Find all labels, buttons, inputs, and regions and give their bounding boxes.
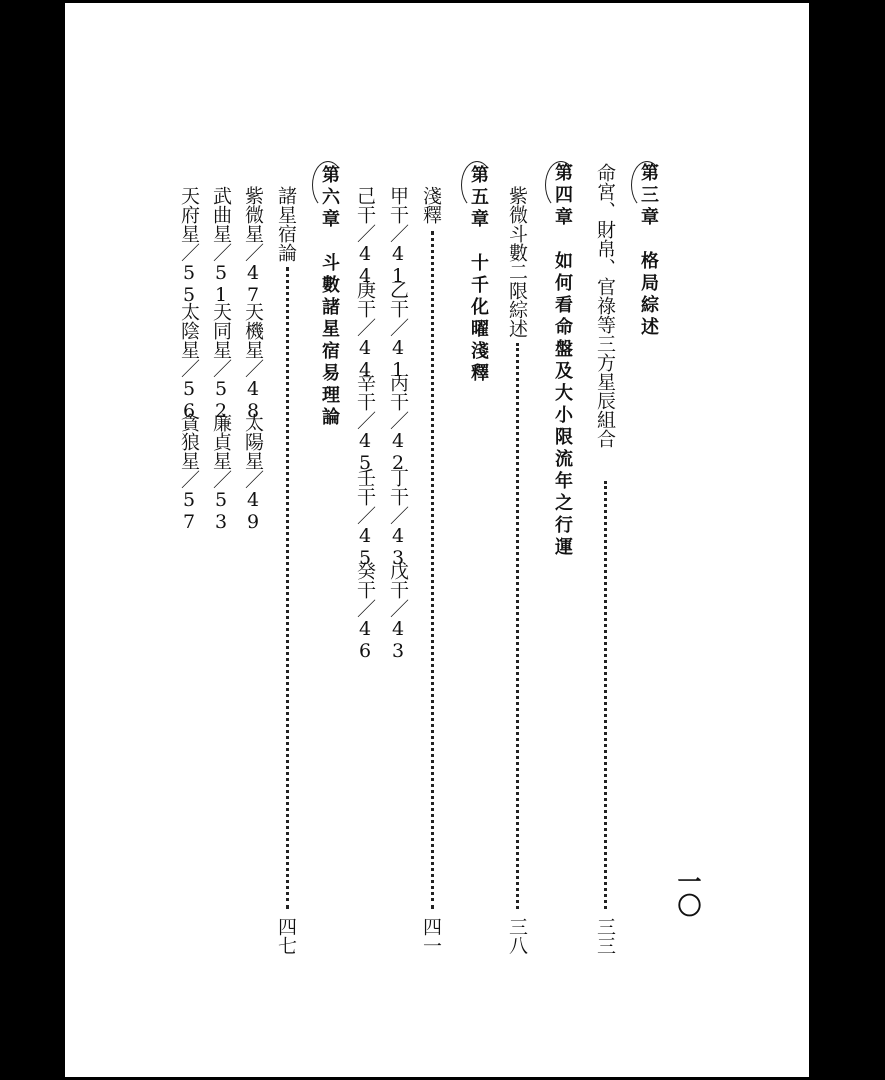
toc-page <box>65 3 809 1077</box>
star-lianzhen: 廉貞星／53 <box>210 413 232 533</box>
star-tanlang: 貪狼星／57 <box>178 413 200 533</box>
chapter-5-heading: 第五章 十千化曜淺釋 <box>468 165 489 385</box>
stem-yi: 乙干／41 <box>387 280 409 381</box>
star-tiantong: 天同星／52 <box>210 302 232 422</box>
chapter-4-entry: 紫微斗數二限綜述 <box>506 186 528 338</box>
star-tianfu: 天府星／55 <box>178 186 200 306</box>
stem-jia: 甲干／41 <box>387 186 409 287</box>
folio-number: 一〇 <box>673 869 702 917</box>
stem-xin: 辛干／45 <box>354 373 376 474</box>
chapter-3-page: 三三 <box>594 917 616 955</box>
stem-geng: 庚干／44 <box>354 280 376 381</box>
stem-ren: 壬干／45 <box>354 468 376 569</box>
chapter-4-page: 三八 <box>506 917 528 955</box>
chapter-3-entry: 命宮、財帛、官祿等三方星辰組合 <box>594 163 616 448</box>
stem-ji: 己干／44 <box>354 186 376 287</box>
chapter-3-heading: 第三章 格局綜述 <box>638 163 659 339</box>
star-tianji: 天機星／48 <box>242 302 264 422</box>
chapter-6-leader-dots <box>286 267 289 909</box>
chapter-5-leader-dots <box>431 231 434 909</box>
chapter-6-page: 四七 <box>275 917 297 955</box>
stem-wu: 戊干／43 <box>387 561 409 662</box>
chapter-6-entry: 諸星宿論 <box>275 186 297 262</box>
chapter-5-entry: 淺釋 <box>420 186 442 224</box>
star-ziwei: 紫微星／47 <box>242 186 264 306</box>
stem-gui: 癸干／46 <box>354 561 376 662</box>
chapter-5-page: 四一 <box>420 917 442 955</box>
star-wuqu: 武曲星／51 <box>210 186 232 306</box>
chapter-4-leader-dots <box>516 343 519 909</box>
stem-bing: 丙干／42 <box>387 373 409 474</box>
chapter-3-leader-dots <box>604 481 607 909</box>
chapter-4-heading: 第四章 如何看命盤及大小限流年之行運 <box>552 163 573 559</box>
stem-ding: 丁干／43 <box>387 468 409 569</box>
chapter-6-heading: 第六章 斗數諸星宿易理論 <box>319 165 340 429</box>
star-taiyin: 太陰星／56 <box>178 302 200 422</box>
star-taiyang: 太陽星／49 <box>242 413 264 533</box>
